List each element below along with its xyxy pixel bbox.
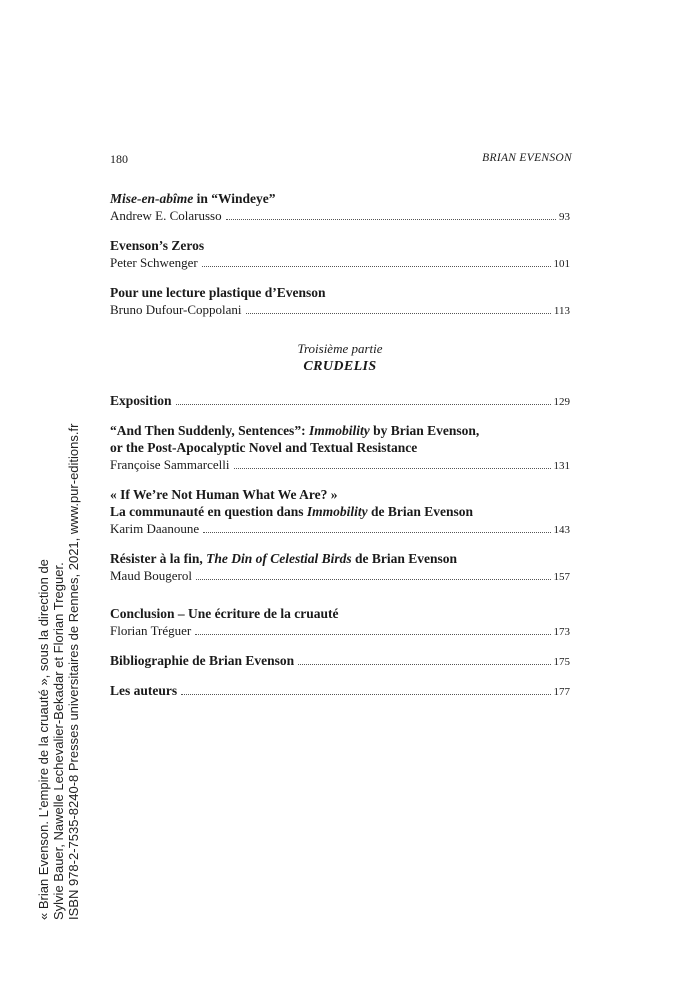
title-italic: Mise-en-abîme [110,191,194,206]
entry-author: Bruno Dufour-Coppolani [110,302,242,317]
entry-line [110,567,570,586]
entry-page: 143 [553,524,570,536]
entry-author: Maud Bougerol [110,568,192,583]
entry-page: 173 [553,626,570,638]
entry-page: 177 [553,686,570,698]
entry-title-line2: or the Post-Apocalyptic Novel and Textual Resistance [110,440,418,455]
entry-author: Karim Daanoune [110,521,200,536]
leader-dots [203,531,550,533]
toc-entry [110,652,570,671]
entry-author: Peter Schwenger [110,255,198,270]
title-text: Résister à la fin, [110,551,207,566]
entry-line [110,456,570,475]
title-text: de Brian Evenson [351,551,458,566]
entry-title [110,190,570,207]
toc-entry [110,422,570,475]
title-italic: The Din of Celestial Birds [206,551,352,566]
leader-dots [176,403,551,405]
toc-entry [110,486,570,539]
entry-title: Evenson’s Zeros [110,238,205,253]
entry-title: Exposition [110,393,172,408]
part-heading [110,340,570,376]
entry-title: Les auteurs [110,683,178,698]
toc-entry [110,605,570,641]
entry-line [110,682,570,701]
toc-entry [110,237,570,273]
entry-page: 129 [553,396,570,408]
page-number: 180 [110,152,128,166]
entry-title: Bibliographie de Brian Evenson [110,653,295,668]
title-text: de Brian Evenson [367,504,474,519]
title-text: “And Then Suddenly, Sentences”: [110,423,309,438]
entry-title [110,422,570,439]
leader-dots [298,663,550,665]
leader-dots [196,578,551,580]
entry-author: Françoise Sammarcelli [110,457,230,472]
entry-page: 175 [553,656,570,668]
entry-line [110,254,570,273]
sidebar-line: ISBN 978-2-7535-8240-8 Presses universitaires de Rennes, 2021, www.pur-editions.fr [66,423,81,920]
entry-title: Pour une lecture plastique d’Evenson [110,285,326,300]
sidebar-line: Sylvie Bauer, Nawelle Lechevalier-Bekadar et Florian Treguer. [51,562,66,920]
entry-title-line2 [110,503,570,520]
sidebar-line: « Brian Evenson. L'empire de la cruauté », sous la direction de [36,559,51,920]
entry-author: Florian Tréguer [110,623,192,638]
entry-page: 101 [553,258,570,270]
leader-dots [181,693,550,695]
leader-dots [246,312,551,314]
leader-dots [202,265,551,267]
entry-page: 131 [553,460,570,472]
part-title: CRUDELIS [303,359,377,374]
leader-dots [195,633,550,635]
entry-title: « If We’re Not Human What We Are? » [110,487,338,502]
toc-entry [110,550,570,586]
running-head: BRIAN EVENSON [482,152,572,164]
table-of-contents [110,190,570,712]
leader-dots [234,467,551,469]
entry-title [110,550,570,567]
toc-entry [110,392,570,411]
entry-page: 113 [553,305,570,317]
title-text: in “Windeye” [193,191,276,206]
entry-author: Andrew E. Colarusso [110,208,222,223]
entry-page: 93 [559,211,570,223]
title-italic: Immobility [308,423,370,438]
title-italic: Immobility [306,504,368,519]
entry-line [110,301,570,320]
entry-line [110,622,570,641]
toc-entry [110,190,570,226]
toc-entry [110,284,570,320]
title-text: by Brian Evenson, [369,423,480,438]
entry-line [110,392,570,411]
entry-line [110,652,570,671]
copyright-sidebar [36,420,81,920]
toc-entry [110,682,570,701]
part-subtitle: Troisième partie [297,341,383,356]
entry-page: 157 [553,571,570,583]
entry-line [110,520,570,539]
entry-line [110,207,570,226]
entry-title: Conclusion – Une écriture de la cruauté [110,606,339,621]
leader-dots [226,218,556,220]
title-text: La communauté en question dans [110,504,307,519]
